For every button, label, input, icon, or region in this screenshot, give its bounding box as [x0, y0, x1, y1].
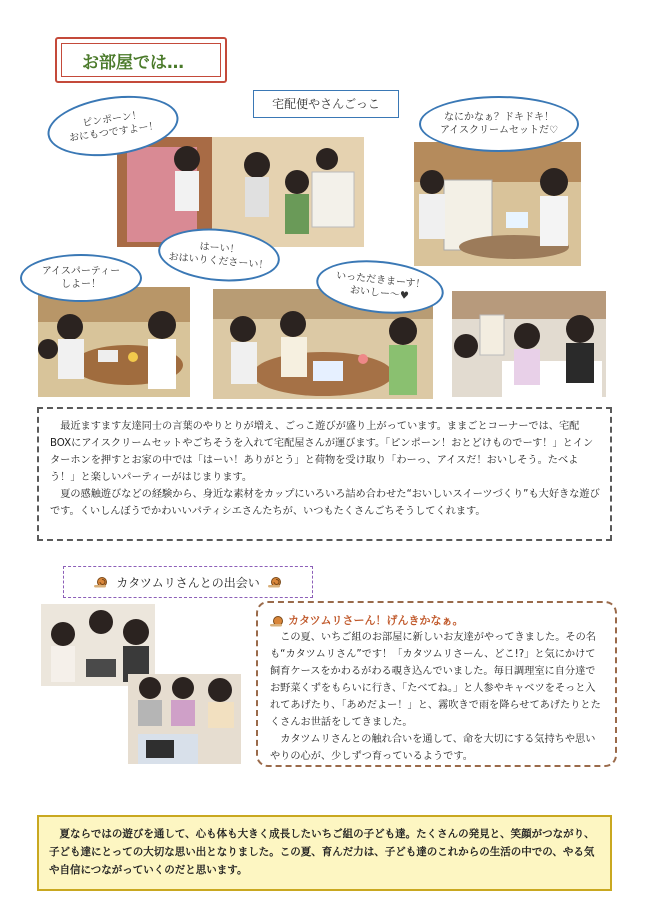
- section-label-snail: カタツムリさんとの出会い: [63, 566, 313, 598]
- summary-text: 夏ならではの遊びを通して、心も体も大きく成長したいちご組の子ども達。たくさんの発見と、笑顔がつながり、子ども達にとっての大切な思い出となりました。この夏、育んだ力は、子ども達のこれからの生活の中での、やる気や自信につながっていくのだと思います。: [49, 828, 595, 876]
- photo-snail-kids: [128, 674, 241, 764]
- snail-icon: [94, 576, 108, 588]
- photo-ice-cream-box: [414, 142, 581, 266]
- photo-delivery-shelf: [117, 137, 364, 247]
- summary-box: [37, 815, 612, 891]
- speech-bubble-party: アイスパーティー しよー！: [20, 254, 142, 302]
- speech-bubble-itadakimasu: いっただきまーす！ おいしー～♥: [314, 254, 447, 319]
- speech-bubble-hai: はーい！ おはいりくださーい！: [156, 224, 282, 286]
- snail-icon: [268, 576, 282, 588]
- snail-subtitle: カタツムリさーん！げんきかなぁ。: [270, 612, 603, 629]
- speech-bubble-pinpon: ピンポーン！ おにもつですよー！: [44, 88, 183, 164]
- snail-icon: [270, 615, 284, 627]
- photo-party-3: [452, 291, 606, 397]
- main-paragraph-2: 夏の感触遊びなどの経験から、身近な素材をカップにいろいろ詰め合わせた“おいしいスイーツづくり”も大好きな遊びです。くいしんぼうでかわいいパティシエさんたちが、いつもたくさんごちそうしてくれます。: [50, 489, 600, 517]
- section-label-delivery: 宅配便やさんごっこ: [253, 90, 399, 118]
- speech-bubble-icecream: なにかなぁ？ドキドキ！ アイスクリームセットだ♡: [419, 96, 579, 152]
- photo-party-1: [38, 287, 190, 397]
- page-title: お部屋では…: [82, 53, 184, 73]
- snail-text-box: [256, 601, 617, 767]
- snail-paragraph-1: この夏、いちご組のお部屋に新しいお友達がやってきました。その名も“カタツムリさん”です！「カタツムリさーん、どこ!?」と気にかけて飼育ケースをかわるがわる覗き込んでいました。毎日調理室に自分達でお野菜くずをもらいに行き、「たべてね。」と人参やキャベツをそっと入れてあげたり、「あめだよー！」と、霧吹きで雨を降らせてあげたりとたくさんお世話をしてきました。: [270, 632, 601, 728]
- main-paragraph-1: 最近ますます友達同士の言葉のやりとりが増え、ごっこ遊びが盛り上がっています。ままごとコーナーでは、宅配BOXにアイスクリームセットやごちそうを入れて宅配屋さんが運びます。「ピンポーン！おとどけものでーす！」とインターホンを押すとお家の中では「はーい！ありがとう」と荷物を受け取り「わーっ、アイスだ！おいしそう。たべよう！」と楽しいパーティーがはじまります。: [50, 421, 594, 483]
- main-text-box: [37, 407, 612, 541]
- snail-paragraph-2: カタツムリさんとの触れ合いを通して、命を大切にする気持ちや思いやりの心が、少しずつ育っているようです。: [270, 734, 596, 762]
